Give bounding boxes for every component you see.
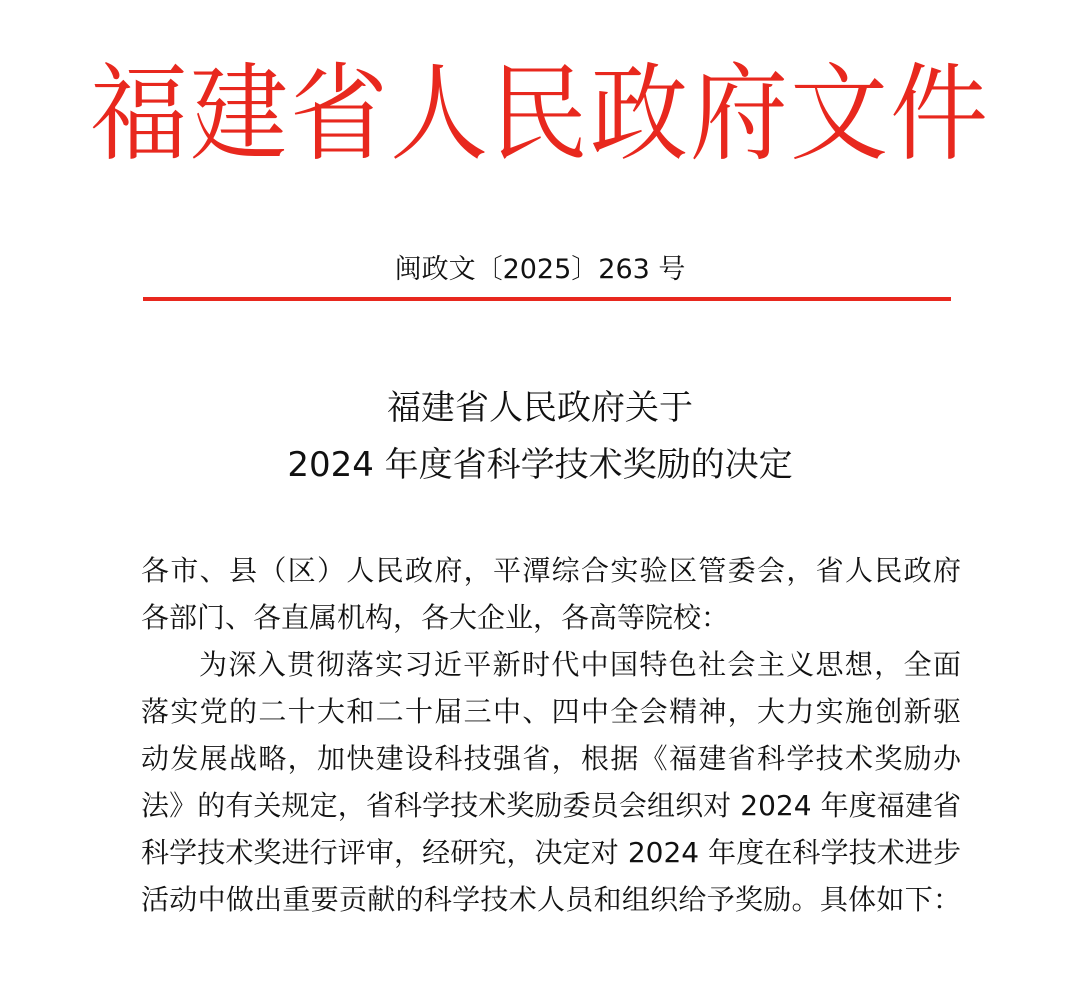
document-body: [141, 547, 961, 923]
paragraph-line-6: 活动中做出重要贡献的科学技术人员和组织给予奖励。具体如下：: [141, 883, 961, 916]
addressee-line-1: 各市、县（区）人民政府，平潭综合实验区管委会，省人民政府: [141, 554, 961, 587]
addressee-line-2: 各部门、各直属机构，各大企业，各高等院校：: [141, 601, 730, 634]
paragraph-line-1: 为深入贯彻落实习近平新时代中国特色社会主义思想，全面: [199, 648, 961, 681]
paragraph-line-4: 法》的有关规定，省科学技术奖励委员会组织对 2024 年度福建省: [141, 789, 961, 822]
document-title-line-2: 2024 年度省科学技术奖励的决定: [287, 445, 793, 485]
paragraph-line-5: 科学技术奖进行评审，经研究，决定对 2024 年度在科学技术进步: [141, 836, 961, 869]
document-number: 闽政文〔2025〕263 号: [394, 254, 686, 285]
paragraph-line-3: 动发展战略，加快建设科技强省，根据《福建省科学技术奖励办: [141, 742, 961, 775]
document-title-line-1: 福建省人民政府关于: [387, 388, 693, 428]
masthead-title: 福建省人民政府文件: [89, 53, 990, 177]
red-separator-line: [143, 297, 951, 301]
paragraph-line-2: 落实党的二十大和二十届三中、四中全会精神，大力实施创新驱: [141, 695, 961, 728]
